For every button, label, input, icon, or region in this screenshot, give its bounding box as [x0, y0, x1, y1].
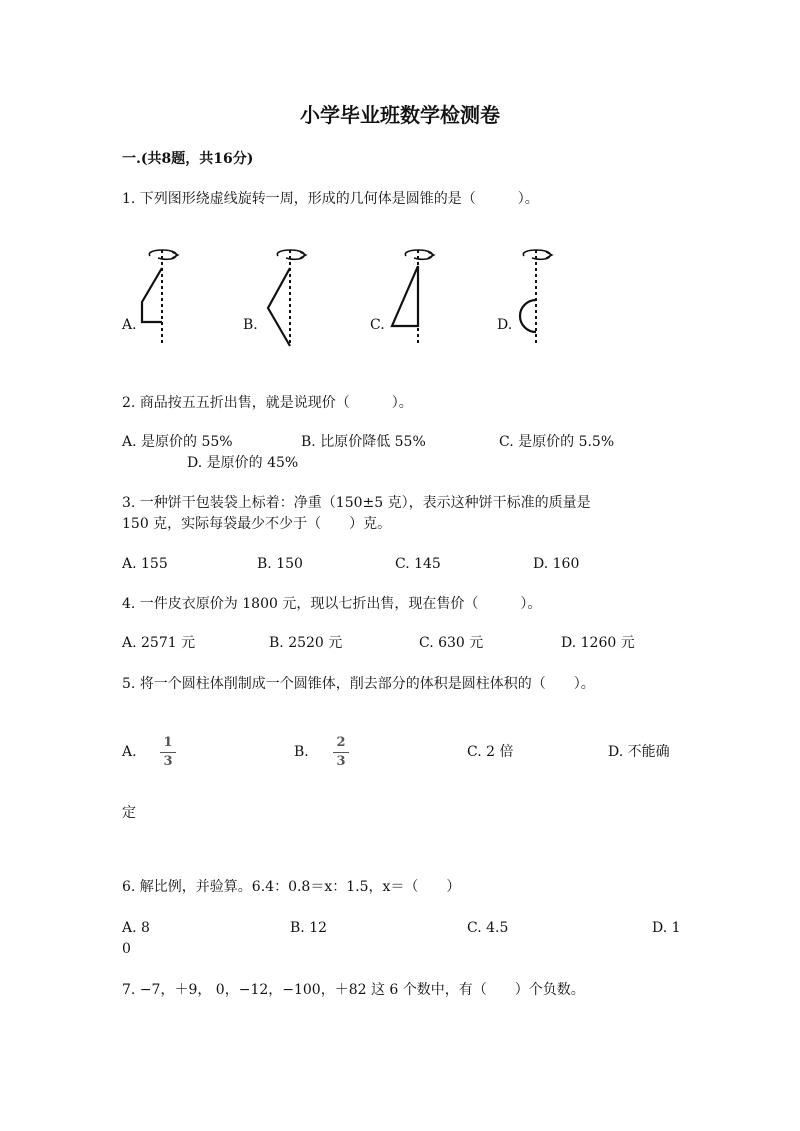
q3-option-a: A. 155: [122, 556, 168, 572]
q4-option-b: B. 2520 元: [269, 635, 343, 651]
q5-option-a-fraction: [159, 736, 177, 769]
question-1-stem: 1. 下列图形绕虚线旋转一周，形成的几何体是圆锥的是（ ）。: [122, 191, 539, 207]
fraction-denominator: 3: [163, 754, 173, 769]
q5-option-b-label: B.: [294, 744, 309, 760]
q3-option-d: D. 160: [533, 556, 580, 572]
fraction-denominator: 3: [336, 754, 346, 769]
question-6-stem: 6. 解比例，并验算。6.4：0.8＝x：1.5，x＝（ ）: [122, 879, 461, 895]
q1-option-a-label: A.: [122, 317, 137, 333]
question-5-stem: 5. 将一个圆柱体削制成一个圆锥体，削去部分的体积是圆柱体积的（ ）。: [122, 676, 595, 692]
q5-option-d-wrap: 定: [122, 805, 136, 821]
q2-option-b: B. 比原价降低 55%: [301, 434, 426, 450]
page-title: 小学毕业班数学检测卷: [300, 103, 500, 127]
q2-option-a: A. 是原价的 55%: [122, 434, 233, 450]
fraction-numerator: 1: [163, 735, 173, 750]
question-4-stem: 4. 一件皮衣原价为 1800 元，现以七折出售，现在售价（ ）。: [122, 596, 542, 612]
q6-option-d-wrap: 0: [122, 941, 131, 957]
q1-option-b-label: B.: [243, 317, 258, 333]
q1-figure-a: [136, 244, 196, 350]
q1-figure-b: [264, 244, 324, 350]
question-2-stem: 2. 商品按五五折出售，就是说现价（ ）。: [122, 395, 413, 411]
q1-figure-d: [510, 244, 570, 350]
q4-option-d: D. 1260 元: [561, 635, 635, 651]
q1-option-c-label: C.: [370, 317, 385, 333]
q2-option-c: C. 是原价的 5.5%: [499, 434, 615, 450]
q3-option-c: C. 145: [395, 556, 441, 572]
q5-option-a-label: A.: [122, 744, 137, 760]
fraction-bar: [333, 752, 349, 753]
q6-option-c: C. 4.5: [467, 920, 509, 936]
q4-option-c: C. 630 元: [419, 635, 484, 651]
q5-option-c: C. 2 倍: [467, 744, 514, 760]
q1-figure-c: [384, 244, 444, 350]
q6-option-b: B. 12: [290, 920, 328, 936]
fraction-numerator: 2: [336, 735, 346, 750]
question-7-stem: 7. −7，＋9， 0，−12，−100，＋82 这 6 个数中，有（ ）个负数。: [122, 982, 585, 998]
q6-option-d: D. 1: [652, 920, 681, 936]
q5-option-b-fraction: [332, 736, 350, 769]
q1-option-d-label: D.: [497, 317, 513, 333]
question-3-stem-line2: 150 克，实际每袋最少不少于（ ）克。: [122, 516, 392, 532]
q4-option-a: A. 2571 元: [122, 635, 196, 651]
question-3-stem-line1: 3. 一种饼干包装袋上标着：净重（150±5 克），表示这种饼干标准的质量是: [122, 495, 591, 511]
q2-option-d: D. 是原价的 45%: [187, 455, 299, 471]
q3-option-b: B. 150: [257, 556, 303, 572]
section-heading: 一.(共8题，共16分): [122, 151, 254, 167]
q5-option-d: D. 不能确: [608, 744, 670, 760]
q6-option-a: A. 8: [122, 920, 150, 936]
fraction-bar: [160, 752, 176, 753]
